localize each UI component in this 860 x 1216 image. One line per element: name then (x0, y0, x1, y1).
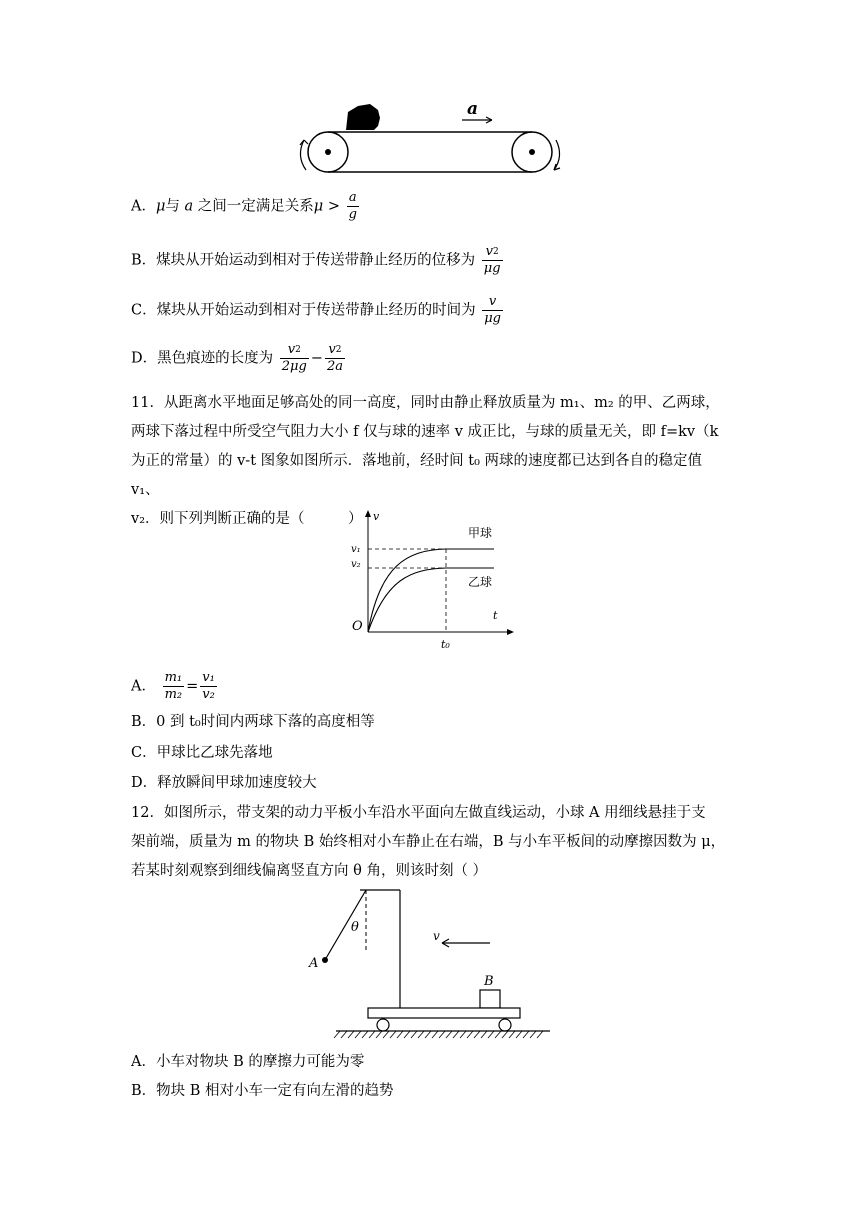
hatch-line (390, 1031, 396, 1038)
hatch-line (376, 1031, 382, 1038)
fraction-a-over-g: $\frac{a}{g}$ (348, 190, 357, 222)
q12-option-a: A．小车对物块 B 的摩擦力可能为零 (131, 1054, 365, 1070)
hatch-line (467, 1031, 473, 1038)
hatch-line (348, 1031, 354, 1038)
cart-figure (300, 884, 560, 1044)
block-b-label: B (484, 974, 494, 989)
cart-platform (368, 1008, 520, 1018)
fraction-v2-over-mug: $\frac{v^2}{\mu g}$ (483, 244, 501, 276)
fraction-v-over-mug: $\frac{v}{\mu g}$ (484, 294, 501, 326)
q11-option-d: D．释放瞬间甲球加速度较大 (131, 775, 317, 791)
hatch-line (474, 1031, 480, 1038)
q11-option-c: C．甲球比乙球先落地 (131, 745, 273, 761)
hatch-line (530, 1031, 536, 1038)
acceleration-label: a (467, 99, 479, 119)
hatch-line (341, 1031, 347, 1038)
conveyor-belt-figure (290, 96, 570, 180)
fraction-v1-over-v2: $\frac{\text{v₁}}{\text{v₂}}$ (202, 670, 215, 702)
y-axis-label: v (373, 510, 380, 523)
q11-option-b: B．0 到 t₀时间内两球下落的高度相等 (131, 714, 375, 730)
hatch-line (488, 1031, 494, 1038)
coal-block (346, 104, 380, 130)
ball1-label: 甲球 (468, 526, 493, 540)
v2-label: v₂ (351, 559, 361, 570)
hatch-line (495, 1031, 501, 1038)
ball-a (322, 957, 328, 963)
theta-label: θ (351, 920, 359, 935)
hatch-line (362, 1031, 368, 1038)
velocity-label: v (433, 929, 440, 943)
q11-stem: 11．从距离水平地面足够高处的同一高度，同时由静止释放质量为 m₁、m₂ 的甲、乙两球， 两球下落过程中所受空气阻力大小 f 仅与球的速率 v 成正比，与球的质量无关，即 f=kv（k 为正的常量）的 v-t 图象如图所示．落地前，经时间 t₀ 两球的速度都已达到各自的稳定值 v₁、 v₂．则下列判断正确的是（ ） (131, 395, 720, 527)
hatch-line (397, 1031, 403, 1038)
q10-option-b: B．煤块从开始运动到相对于传送带静止经历的位移为 $\frac{v^2}{\mu g}$ (131, 244, 501, 276)
hatch-line (516, 1031, 522, 1038)
curve-ball1 (368, 549, 494, 632)
fraction-m1-over-m2: $\frac{\text{m₁}}{\text{m₂}}$ (164, 670, 183, 702)
hatch-line (481, 1031, 487, 1038)
q10-option-d: D．黑色痕迹的长度为 $\frac{v^2}{2\mu g}$ − $\frac{v^2}{2a}$ (131, 342, 343, 374)
ball2-label: 乙球 (468, 575, 493, 589)
rotation-arrow-left (300, 140, 306, 170)
hatch-line (537, 1031, 543, 1038)
rotation-arrow-right (554, 140, 560, 170)
q12-option-b: B．物块 B 相对小车一定有向左滑的趋势 (131, 1083, 394, 1099)
vt-graph (348, 506, 518, 658)
hatch-line (509, 1031, 515, 1038)
ground-hatching (334, 1031, 543, 1038)
hatch-line (411, 1031, 417, 1038)
hatch-line (453, 1031, 459, 1038)
x-axis-label: t (493, 609, 498, 622)
hatch-line (432, 1031, 438, 1038)
hatch-line (523, 1031, 529, 1038)
q12-stem: 12．如图所示，带支架的动力平板小车沿水平面向左做直线运动，小球 A 用细线悬挂于支 架前端，质量为 m 的物块 B 始终相对小车静止在右端，B 与小车平板间的动摩擦因数为 μ， 若某时刻观察到细线偏离竖直方向 θ 角，则该时刻（ ） (131, 805, 726, 879)
q10-option-c: C．煤块从开始运动到相对于传送带静止经历的时间为 $\frac{v}{\mu g}$ (131, 294, 501, 326)
hatch-line (334, 1031, 340, 1038)
origin-label: O (352, 619, 363, 634)
hatch-line (439, 1031, 445, 1038)
hatch-line (383, 1031, 389, 1038)
hatch-line (369, 1031, 375, 1038)
fraction-v2-over-2a: $\frac{v^2}{2a}$ (326, 342, 343, 374)
hatch-line (418, 1031, 424, 1038)
block-b (480, 990, 500, 1008)
q10-option-a: A．μ与 a 之间一定满足关系μ > $\frac{a}{g}$ (131, 190, 357, 222)
wheel-left (377, 1019, 389, 1031)
hatch-line (460, 1031, 466, 1038)
v1-label: v₁ (351, 544, 361, 555)
hatch-line (502, 1031, 508, 1038)
hatch-line (404, 1031, 410, 1038)
q11-option-a: A． $\frac{\text{m₁}}{\text{m₂}}$ = $\frac{\text{v₁}}{\text{v₂}}$ (131, 670, 215, 702)
wheel-right (499, 1019, 511, 1031)
string (325, 890, 366, 960)
hatch-line (425, 1031, 431, 1038)
t0-label: t₀ (441, 638, 450, 651)
hatch-line (355, 1031, 361, 1038)
fraction-v2-over-2mug: $\frac{v^2}{2\mu g}$ (281, 342, 307, 374)
hatch-line (446, 1031, 452, 1038)
ball-a-label: A (309, 956, 319, 971)
